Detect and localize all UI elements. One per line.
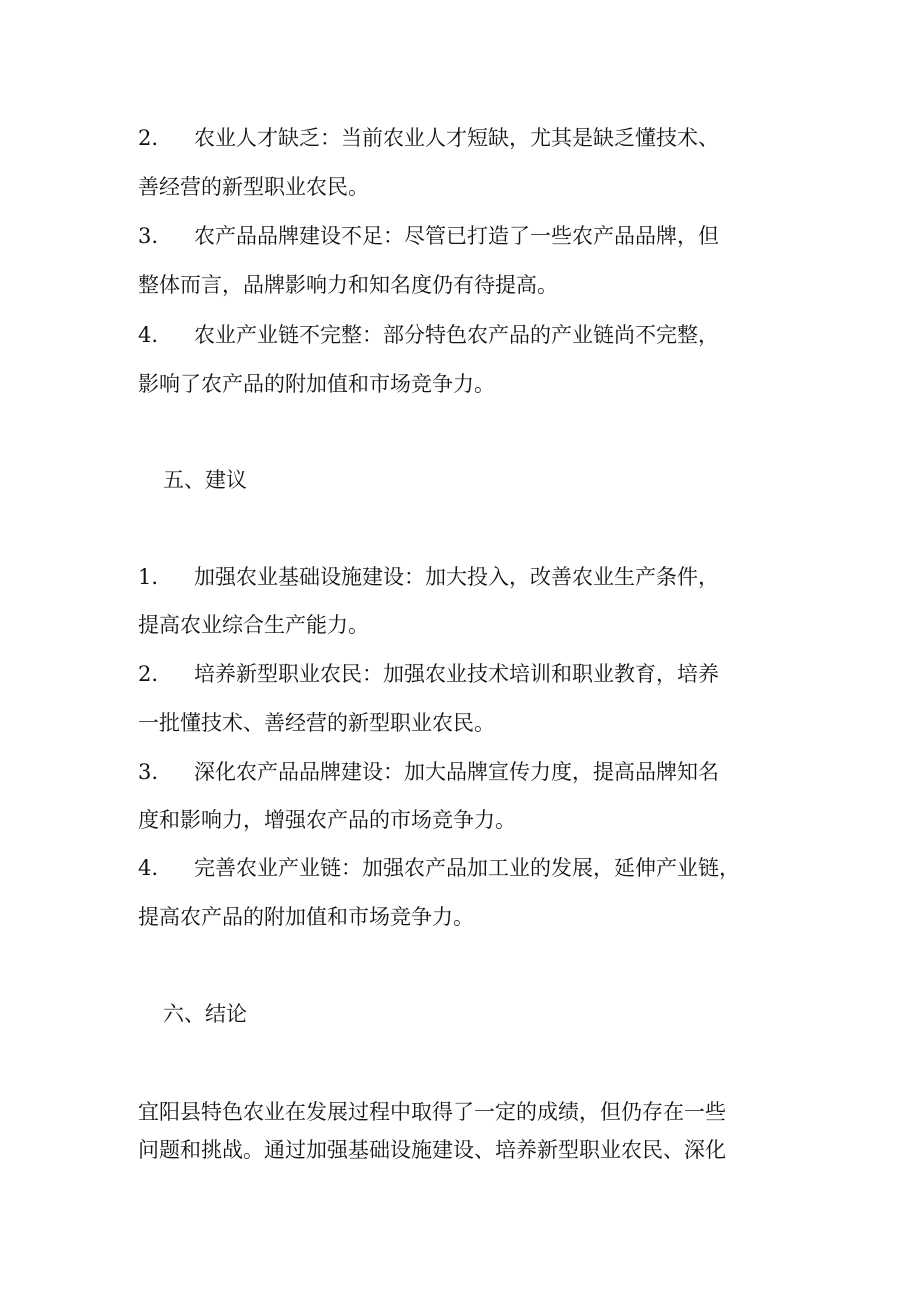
- problem-item-3-line-2: 整体而言，品牌影响力和知名度仍有待提高。: [138, 273, 558, 297]
- suggestion-item-3-line-1: [138, 757, 719, 787]
- suggestion-item-3-number: 3.: [138, 760, 159, 784]
- problem-item-4-line-1: [138, 320, 719, 350]
- section-heading-suggestions: 五、建议: [163, 468, 247, 492]
- suggestion-item-1-number: 1.: [138, 565, 159, 589]
- problem-item-3-line-1: [138, 221, 719, 251]
- suggestion-item-2-line-1: [138, 659, 719, 689]
- suggestion-item-2-text: 培养新型职业农民：加强农业技术培训和职业教育，培养: [194, 662, 719, 686]
- suggestion-item-4-text: 完善农业产业链：加强农产品加工业的发展，延伸产业链，: [194, 856, 740, 880]
- suggestion-item-1-line-2: 提高农业综合生产能力。: [138, 613, 369, 637]
- problem-item-2-line-1: [138, 123, 719, 153]
- problem-item-3-number: 3.: [138, 224, 159, 248]
- suggestion-item-2-line-2: 一批懂技术、善经营的新型职业农民。: [138, 711, 495, 735]
- suggestion-item-4-line-1: [138, 853, 740, 883]
- section-heading-conclusion: 六、结论: [163, 1002, 247, 1026]
- problem-item-3-text: 农产品品牌建设不足：尽管已打造了一些农产品品牌，但: [194, 224, 719, 248]
- problem-item-4-number: 4.: [138, 323, 159, 347]
- suggestion-item-2-number: 2.: [138, 662, 159, 686]
- conclusion-line-2: 问题和挑战。通过加强基础设施建设、培养新型职业农民、深化: [138, 1138, 726, 1162]
- problem-item-4-line-2: 影响了农产品的附加值和市场竞争力。: [138, 372, 495, 396]
- suggestion-item-3-text: 深化农产品品牌建设：加大品牌宣传力度，提高品牌知名: [194, 760, 719, 784]
- problem-item-4-text: 农业产业链不完整：部分特色农产品的产业链尚不完整，: [194, 323, 719, 347]
- suggestion-item-1-text: 加强农业基础设施建设：加大投入，改善农业生产条件，: [194, 565, 719, 589]
- suggestion-item-3-line-2: 度和影响力，增强农产品的市场竞争力。: [138, 808, 516, 832]
- problem-item-2-line-2: 善经营的新型职业农民。: [138, 175, 369, 199]
- problem-item-2-text: 农业人才缺乏：当前农业人才短缺，尤其是缺乏懂技术、: [194, 126, 719, 150]
- problem-item-2-number: 2.: [138, 126, 159, 150]
- suggestion-item-4-number: 4.: [138, 856, 159, 880]
- suggestion-item-4-line-2: 提高农产品的附加值和市场竞争力。: [138, 905, 474, 929]
- conclusion-line-1: 宜阳县特色农业在发展过程中取得了一定的成绩，但仍存在一些: [138, 1100, 726, 1124]
- suggestion-item-1-line-1: [138, 562, 719, 592]
